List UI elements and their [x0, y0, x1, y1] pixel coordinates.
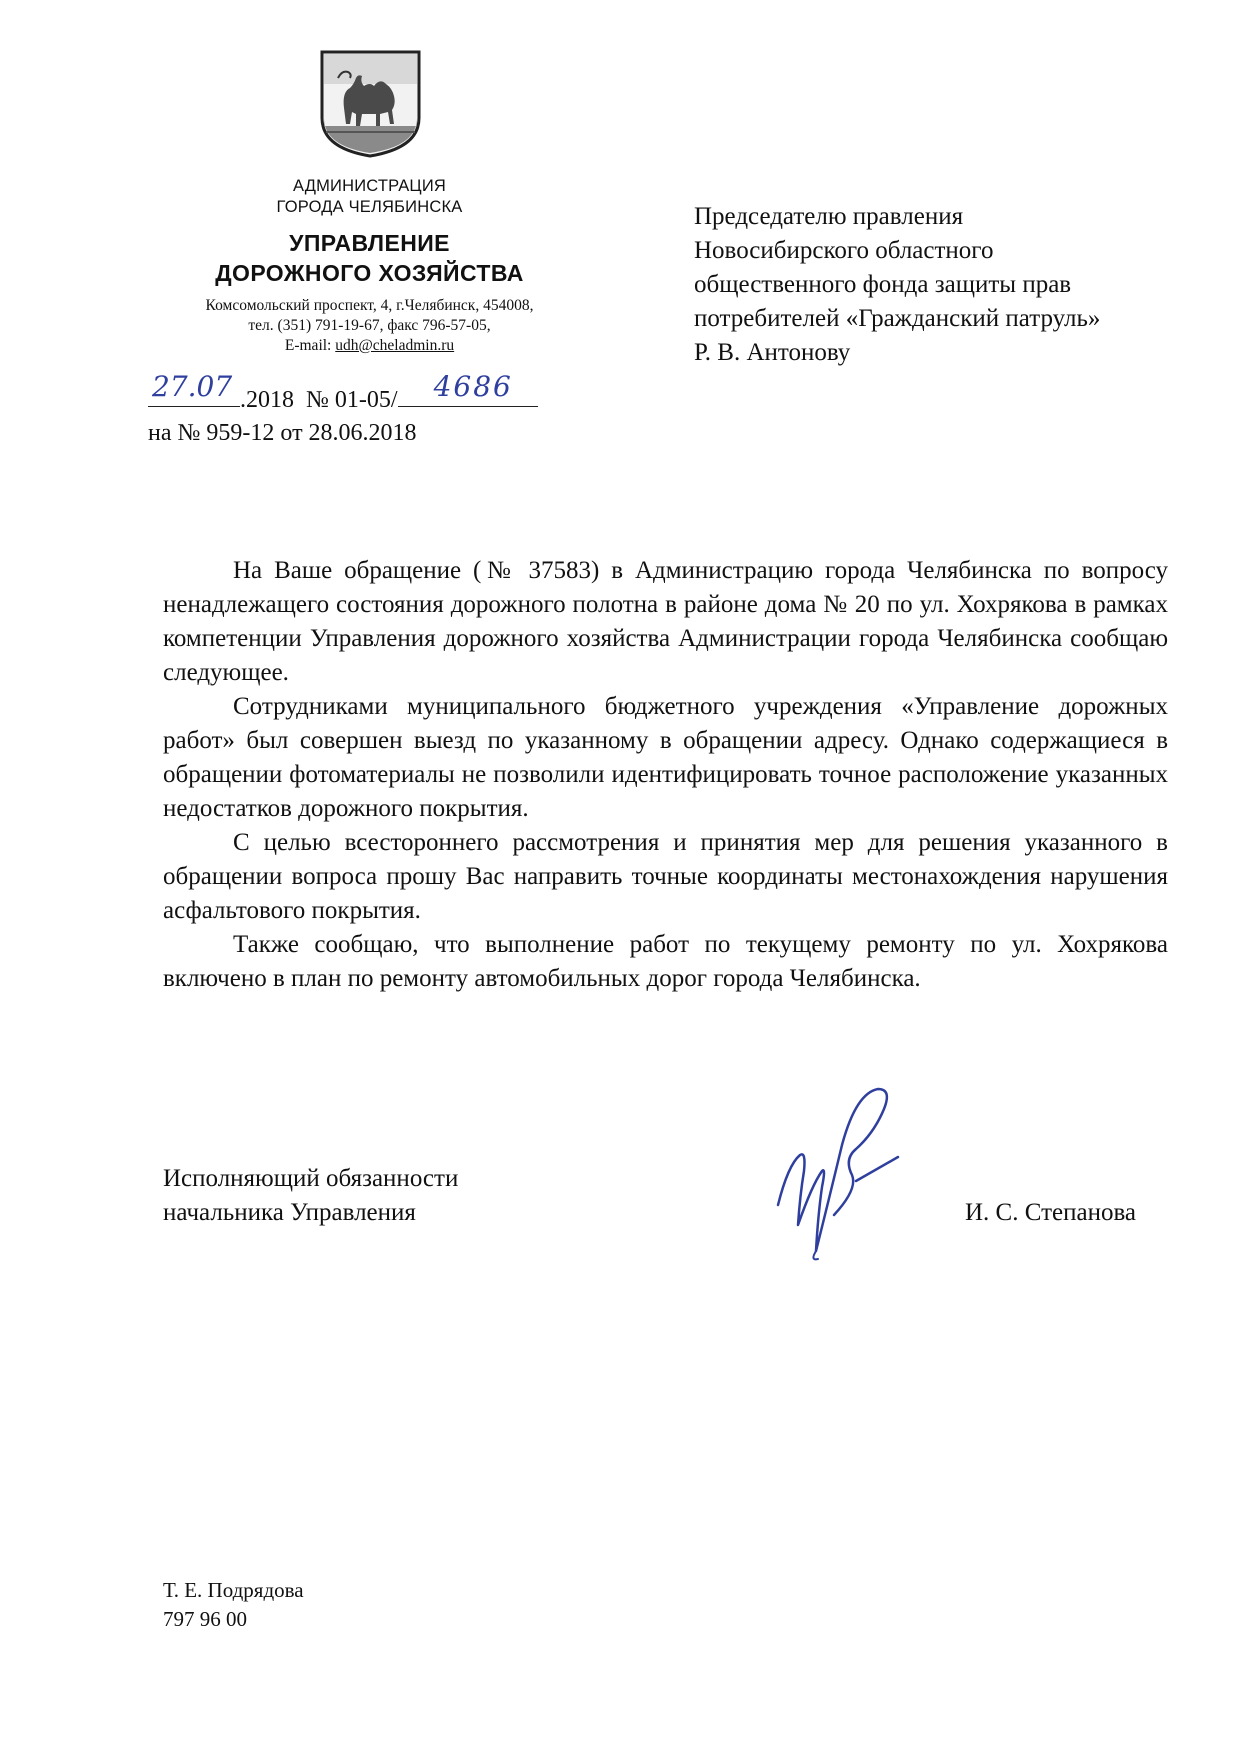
date-field [148, 370, 240, 407]
recipient-line: общественного фонда защиты прав [694, 271, 1072, 298]
signatory-title-line-1: Исполняющий обязанности [163, 1165, 459, 1192]
reply-to-reference: на № 959-12 от 28.06.2018 [148, 420, 417, 446]
executor-phone: 797 96 00 [163, 1607, 247, 1631]
body-paragraph-1: На Ваше обращение (№ 37583) в Администрацию города Челябинска по вопросу ненадлежащего состояния дорожного полотна в районе дома № 20 по ул. Хохрякова в рамках компетенции Управления дорожного хозяйства Администрации города Челябинска сообщаю следующее. [163, 557, 1168, 686]
registration-block [148, 370, 588, 450]
department-line-2: ДОРОЖНОГО ХОЗЯЙСТВА [215, 260, 524, 286]
signatory-title [163, 1162, 583, 1230]
recipient-line: Новосибирского областного [694, 237, 994, 264]
outgoing-number-row [148, 370, 588, 416]
sender-email [130, 336, 609, 356]
recipient-line: потребителей «Гражданский патруль» [694, 305, 1101, 332]
administration-line-1: АДМИНИСТРАЦИЯ [292, 177, 447, 195]
body-paragraph-2: Сотрудниками муниципального бюджетного учреждения «Управление дорожных работ» был совершен выезд по указанному в обращении адресу. Однако содержащиеся в обращении фотоматериалы не позволили идентифицировать точное расположение указанных недостатков дорожного покрытия. [163, 693, 1168, 822]
body-paragraph-4: Также сообщаю, что выполнение работ по текущему ремонту по ул. Хохрякова включено в план по ремонту автомобильных дорог города Челябинска. [163, 931, 1168, 992]
handwritten-number: 4686 [433, 370, 513, 403]
email-label: E-mail: [284, 337, 336, 354]
email-link[interactable]: udh@cheladmin.ru [335, 337, 455, 354]
outgoing-number-prefix: № 01-05/ [306, 387, 398, 413]
sender-address: Комсомольский проспект, 4, г.Челябинск, 454008, [205, 297, 534, 314]
executor-block [163, 1576, 463, 1634]
sender-block [130, 176, 609, 356]
camel-coat-of-arms-icon [318, 48, 423, 160]
recipient-name: Р. В. Антонову [694, 339, 851, 366]
administration-line-2: ГОРОДА ЧЕЛЯБИНСКА [276, 198, 463, 216]
department-line-1: УПРАВЛЕНИЕ [289, 230, 450, 256]
sender-phone: тел. (351) 791-19-67, факс 796-57-05, [248, 317, 491, 334]
number-field [398, 370, 538, 407]
handwritten-signature [760, 1075, 910, 1265]
executor-name: Т. Е. Подрядова [163, 1578, 304, 1602]
date-year: .2018 [240, 387, 294, 413]
body-paragraph-3: С целью всестороннего рассмотрения и принятия мер для решения указанного в обращении вопроса прошу Вас направить точные координаты местонахождения нарушения асфальтового покрытия. [163, 829, 1168, 924]
recipient-line: Председателю правления [694, 203, 964, 230]
handwritten-date: 27.07 [152, 370, 233, 403]
signatory-name: И. С. Степанова [965, 1199, 1137, 1226]
letter-body [163, 554, 1168, 996]
recipient-block [694, 200, 1214, 370]
signatory-title-line-2: начальника Управления [163, 1199, 416, 1226]
